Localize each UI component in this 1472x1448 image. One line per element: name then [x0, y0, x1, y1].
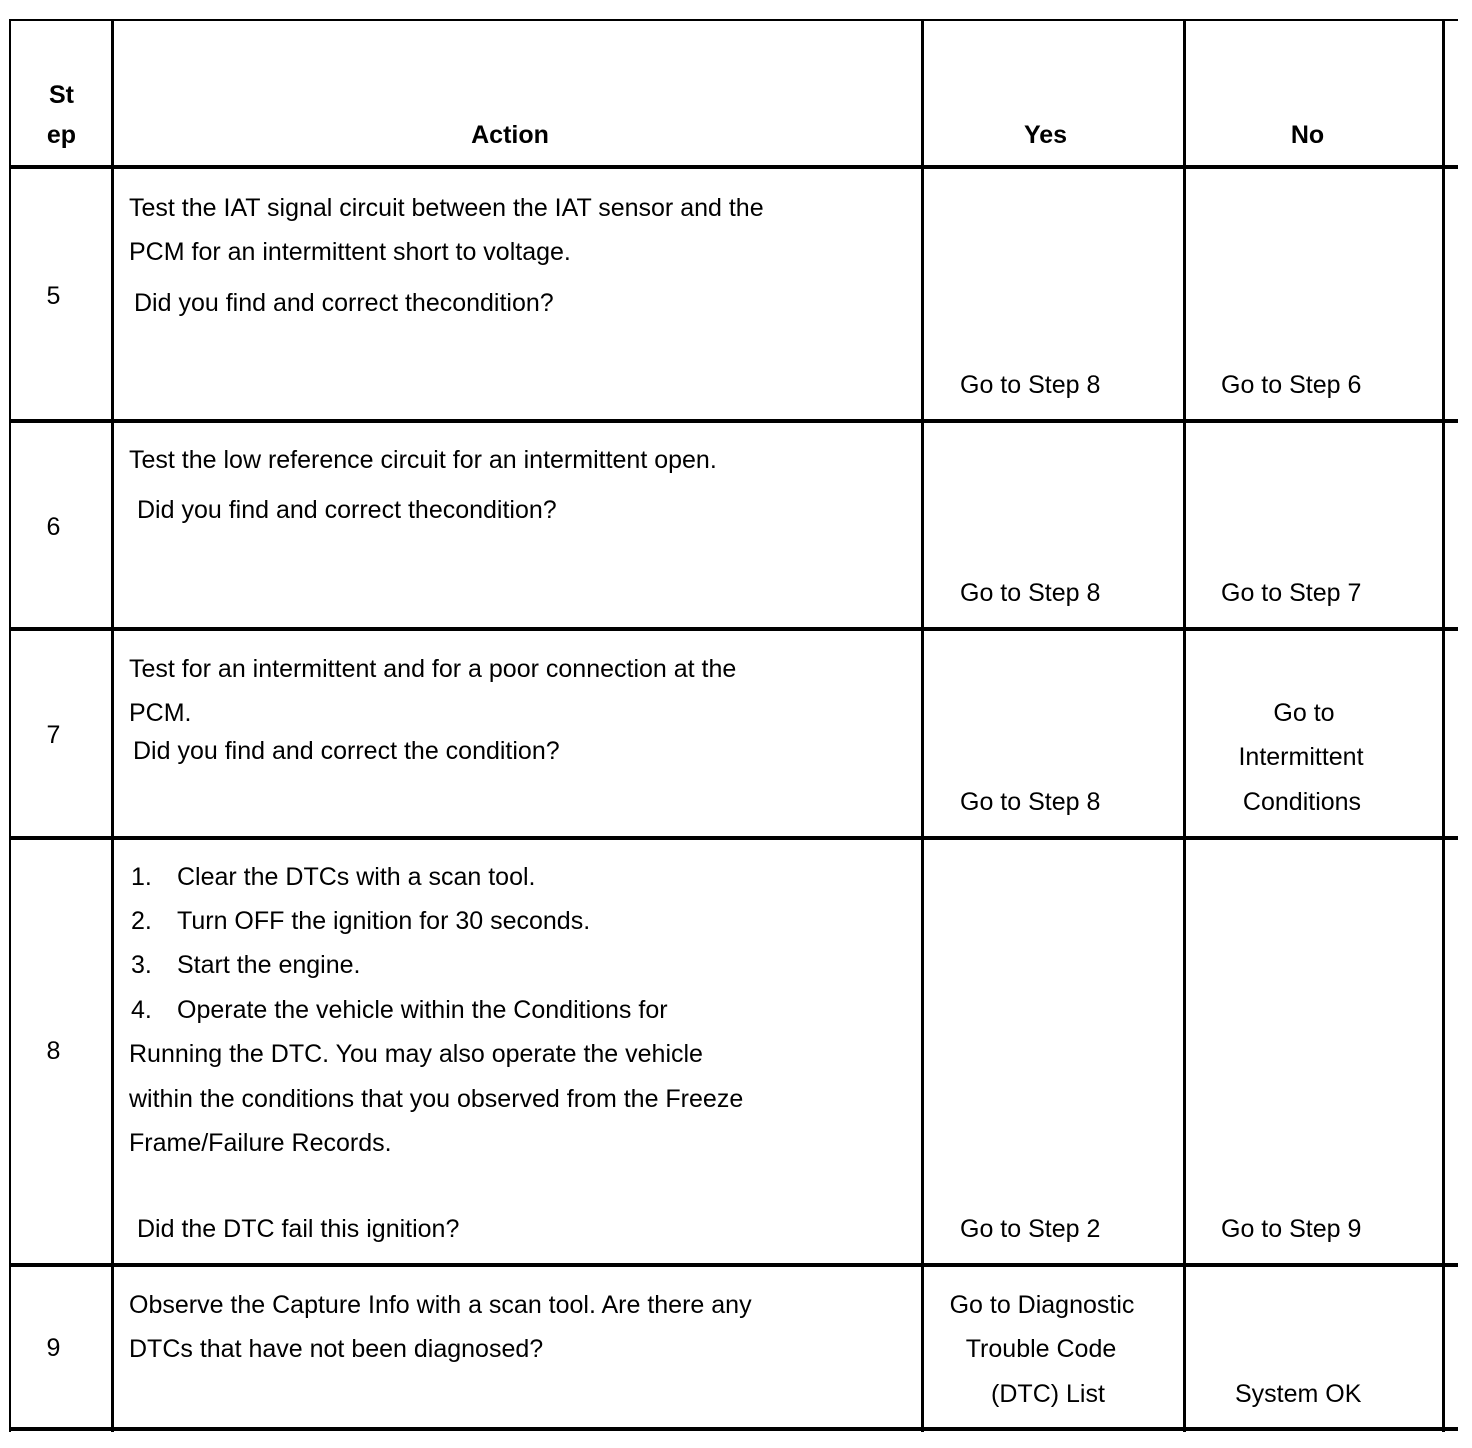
action-text: within the conditions that you observed from the Freeze: [129, 1085, 744, 1113]
no-result: Go to Step 6: [1221, 371, 1362, 399]
row-divider: [9, 1263, 1458, 1267]
row-divider: [9, 627, 1458, 631]
step-number: 7: [46, 721, 61, 749]
yes-result: Go to Step 8: [960, 371, 1101, 399]
row-divider: [9, 419, 1458, 423]
column-divider: [111, 19, 114, 1432]
no-result: Go to Step 7: [1221, 579, 1362, 607]
header-no: No: [1290, 121, 1325, 149]
yes-result: Go to Step 2: [960, 1215, 1101, 1243]
step-number: 5: [46, 282, 61, 310]
table-border-top: [9, 19, 1458, 21]
yes-result: Go to Step 8: [960, 788, 1101, 816]
yes-result: Trouble Code: [965, 1335, 1117, 1363]
action-text: Observe the Capture Info with a scan tool. Are there any: [129, 1291, 752, 1319]
list-number: 2.: [131, 907, 152, 935]
step-number: 6: [46, 513, 61, 541]
table-border-left: [9, 19, 11, 1432]
yes-result: Go to Diagnostic: [949, 1291, 1135, 1319]
table-border-bottom: [9, 1427, 1458, 1431]
action-question: Did the DTC fail this ignition?: [137, 1215, 460, 1243]
action-text: Running the DTC. You may also operate the vehicle: [129, 1040, 703, 1068]
no-result: Go to Step 9: [1221, 1215, 1362, 1243]
action-question: Did you find and correct thecondition?: [134, 289, 554, 317]
action-text: Test the low reference circuit for an intermittent open.: [129, 446, 717, 474]
list-item: Clear the DTCs with a scan tool.: [177, 863, 536, 891]
step-number: 9: [46, 1334, 61, 1362]
header-divider: [9, 165, 1458, 169]
list-item: Start the engine.: [177, 951, 361, 979]
action-text: PCM.: [129, 699, 192, 727]
action-text: Test the IAT signal circuit between the IAT sensor and the: [129, 194, 764, 222]
table-border-right: [1442, 19, 1445, 1432]
list-item: Turn OFF the ignition for 30 seconds.: [177, 907, 591, 935]
step-number: 8: [46, 1037, 61, 1065]
action-question: Did you find and correct thecondition?: [137, 496, 557, 524]
no-result: Go to: [1273, 699, 1335, 727]
no-result: System OK: [1235, 1380, 1362, 1408]
column-divider: [921, 19, 924, 1432]
yes-result: (DTC) List: [991, 1380, 1105, 1408]
header-step-line2: ep: [46, 121, 77, 149]
no-result: Intermittent: [1238, 743, 1364, 771]
list-number: 3.: [131, 951, 152, 979]
no-result: Conditions: [1242, 788, 1362, 816]
action-text: Test for an intermittent and for a poor connection at the: [129, 655, 737, 683]
row-divider: [9, 836, 1458, 840]
list-number: 1.: [131, 863, 152, 891]
header-step-line1: St: [49, 81, 74, 109]
header-yes: Yes: [1023, 121, 1068, 149]
action-text: Frame/Failure Records.: [129, 1129, 392, 1157]
action-text: DTCs that have not been diagnosed?: [129, 1335, 544, 1363]
list-number: 4.: [131, 996, 152, 1024]
header-action: Action: [471, 121, 549, 149]
action-question: Did you find and correct the condition?: [133, 737, 560, 765]
yes-result: Go to Step 8: [960, 579, 1101, 607]
action-text: PCM for an intermittent short to voltage.: [129, 238, 571, 266]
list-item: Operate the vehicle within the Conditions for: [177, 996, 668, 1024]
